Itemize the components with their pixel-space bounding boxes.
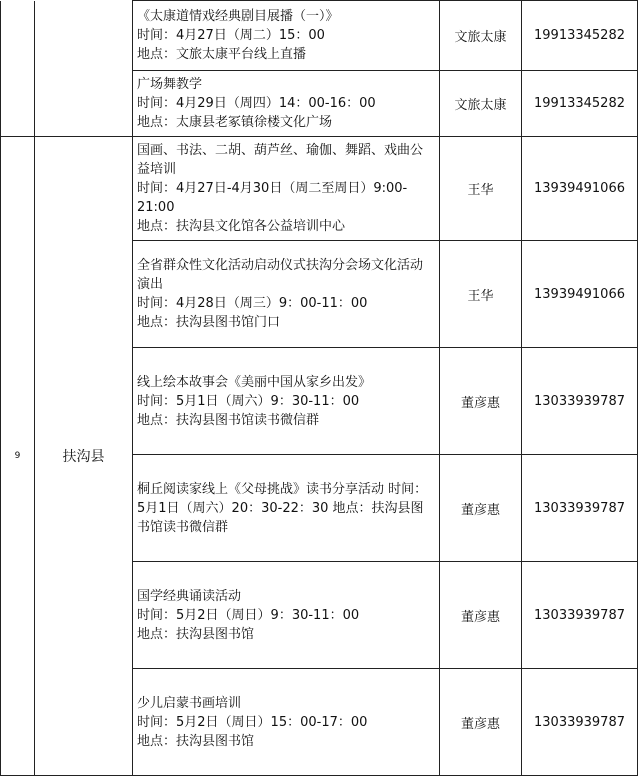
activity-time: 时间：4月27日（周二）15：00 [137,28,325,43]
activity-cell [133,348,440,455]
organizer-cell: 董彦惠 [440,455,522,562]
phone-cell: 13033939787 [522,669,638,776]
phone-cell: 13033939787 [522,455,638,562]
row-number-cell: 9 [1,137,35,776]
activity-time: 时间：4月29日（周四）14：00-16：00 [137,96,376,111]
activity-text: 国画、书法、二胡、葫芦丝、瑜伽、舞蹈、戏曲公益培训 时间：4月27日-4月30日（周二至周日）9:00-21:00 地点：扶沟县文化馆各公益培训中心 [137,143,424,234]
activity-cell [133,241,440,348]
activity-title: 《太康道情戏经典剧目展播（一）》 [137,9,339,24]
activity-text: 国学经典诵读活动 时间：5月2日（周日）9：30-11：00 地点：扶沟县图书馆 [137,588,360,642]
activity-cell [133,137,440,241]
phone-cell: 13939491066 [522,241,638,348]
table-row [1,1,638,71]
county-cell [35,1,133,137]
activity-title: 广场舞教学 [137,77,203,92]
organizer-cell: 董彦惠 [440,669,522,776]
activity-text: 线上绘本故事会《美丽中国从家乡出发》 时间：5月1日（周六）9：30-11：00 地点：扶沟县图书馆读书微信群 [137,374,372,428]
activity-text: 少儿启蒙书画培训 时间：5月2日（周日）15：00-17：00 地点：扶沟县图书馆 [137,695,368,749]
organizer-cell: 文旅太康 [440,71,522,137]
phone-cell: 13033939787 [522,562,638,669]
row-number-cell [1,1,35,137]
phone-cell: 19913345282 [522,1,638,71]
activity-text: 全省群众性文化活动启动仪式扶沟分会场文化活动演出 时间：4月28日（周三）9：00-11：00 地点：扶沟县图书馆门口 [137,258,424,330]
activity-cell [133,669,440,776]
organizer-cell: 董彦惠 [440,348,522,455]
organizer-cell: 文旅太康 [440,1,522,71]
activity-cell [133,71,440,137]
activity-cell [133,1,440,71]
activity-cell [133,455,440,562]
activity-cell [133,562,440,669]
county-cell: 扶沟县 [35,137,133,776]
organizer-cell: 王华 [440,137,522,241]
phone-cell: 13033939787 [522,348,638,455]
organizer-cell: 董彦惠 [440,562,522,669]
organizer-cell: 王华 [440,241,522,348]
activity-text: 桐丘阅读家线上《父母挑战》读书分享活动 时间：5月1日（周六）20：30-22：30 地点：扶沟县图书馆读书微信群 [137,481,428,535]
activity-location: 地点：太康县老冢镇徐楼文化广场 [137,115,333,130]
phone-cell: 19913345282 [522,71,638,137]
phone-cell: 13939491066 [522,137,638,241]
table-row [1,137,638,241]
activity-location: 地点：文旅太康平台线上直播 [137,47,307,62]
